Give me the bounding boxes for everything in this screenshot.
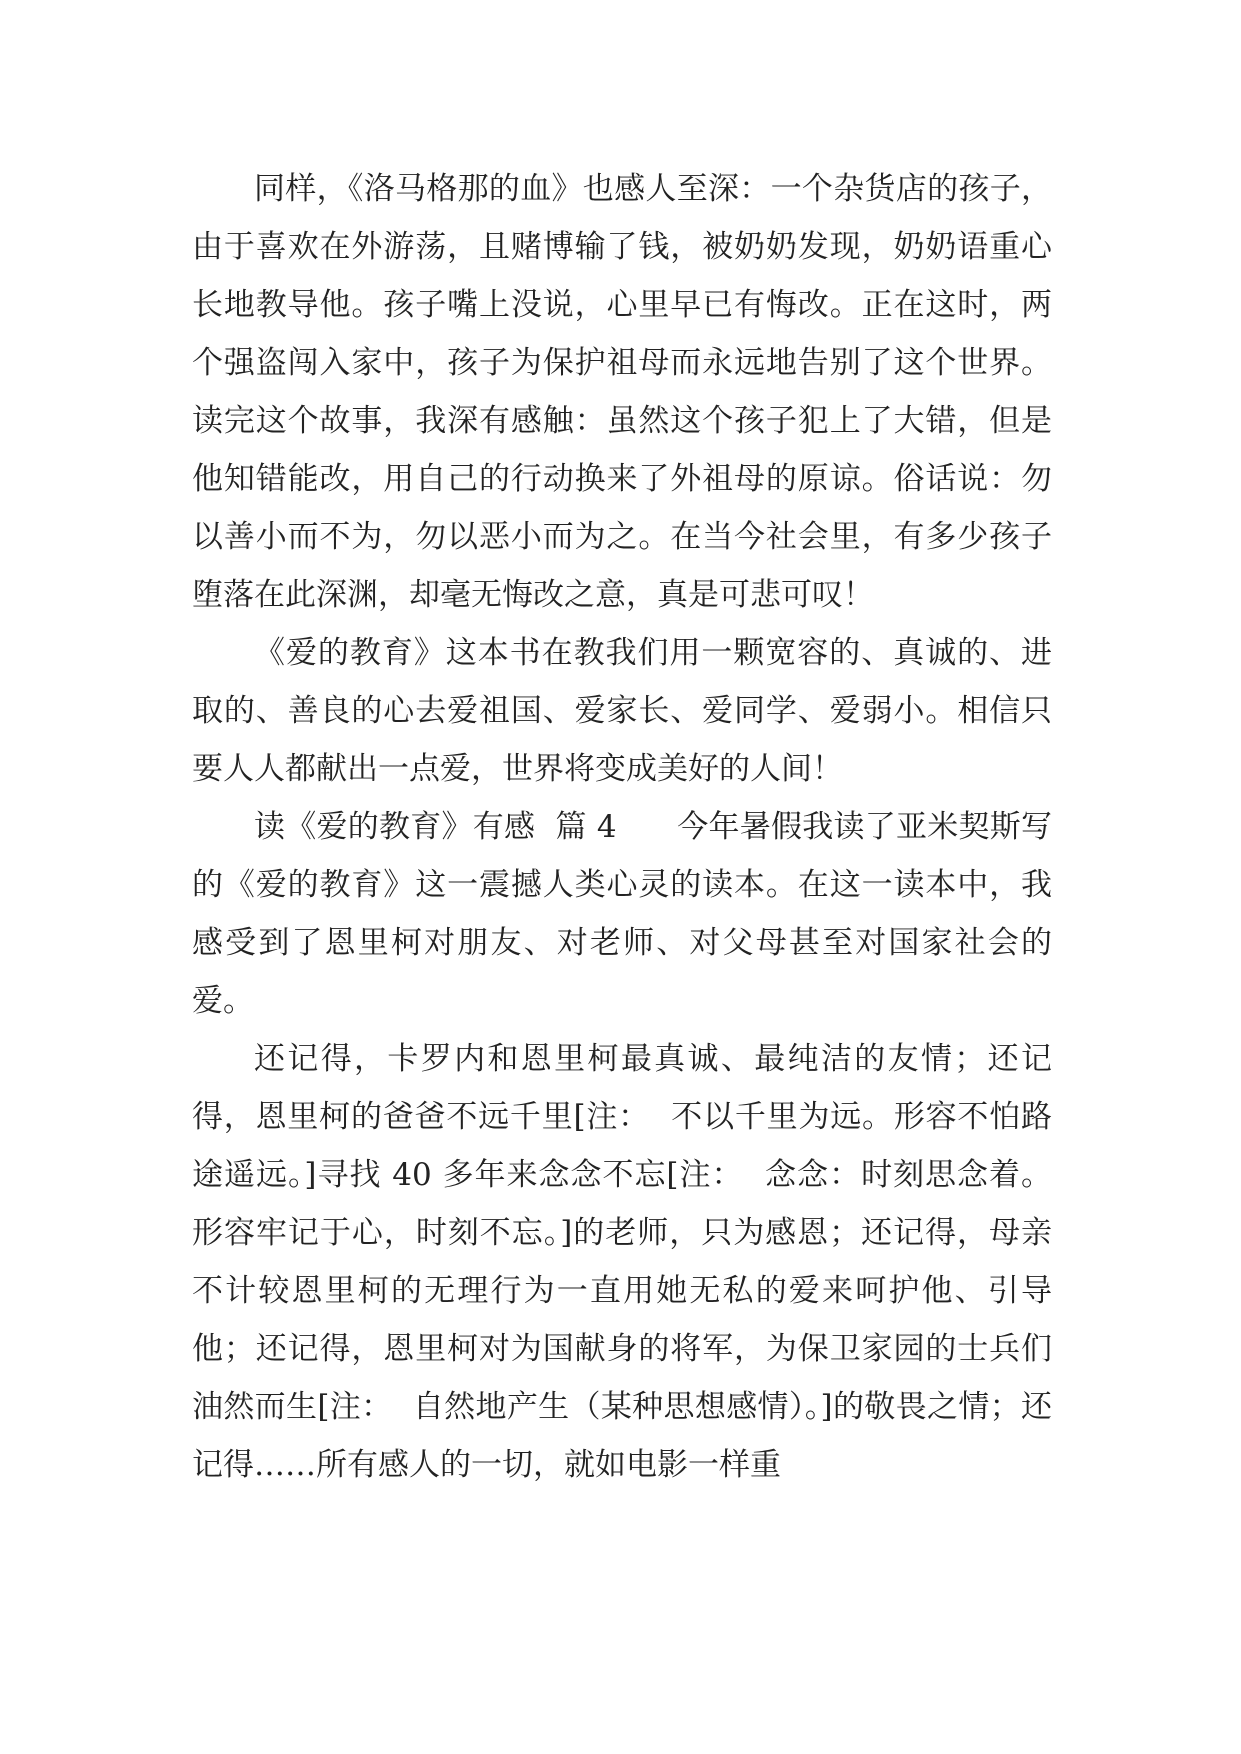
- paragraph-3: 读《爱的教育》有感 篇 4 今年暑假我读了亚米契斯写的《爱的教育》这一震撼人类心灵的读本。在这一读本中，我感受到了恩里柯对朋友、对老师、对父母甚至对国家社会的爱。: [192, 809, 1052, 1019]
- paragraph-1: 同样，《洛马格那的血》也感人至深：一个杂货店的孩子，由于喜欢在外游荡，且赌博输了钱，被奶奶发现，奶奶语重心长地教导他。孩子嘴上没说，心里早已有悔改。正在这时，两个强盗闯入家中，孩子为保护祖母而永远地告别了这个世界。读完这个故事，我深有感触：虽然这个孩子犯上了大错，但是他知错能改，用自己的行动换来了外祖母的原谅。俗话说：勿以善小而不为，勿以恶小而为之。在当今社会里，有多少孩子堕落在此深渊，却毫无悔改之意，真是可悲可叹！: [192, 171, 1052, 613]
- paragraph-2: 《爱的教育》这本书在教我们用一颗宽容的、真诚的、进取的、善良的心去爱祖国、爱家长、爱同学、爱弱小。相信只要人人都献出一点爱，世界将变成美好的人间！: [192, 635, 1052, 787]
- document-body: [192, 160, 1052, 1494]
- paragraph-4: 还记得，卡罗内和恩里柯最真诚、最纯洁的友情；还记得，恩里柯的爸爸不远千里[注： 不以千里为远。形容不怕路途遥远。]寻找 40 多年来念念不忘[注： 念念：时刻思念着。形容牢记于心，时刻不忘。]的老师，只为感恩；还记得，母亲不计较恩里柯的无理行为一直用她无私的爱来呵护他、引导他；还记得，恩里柯对为国献身的将军，为保卫家园的士兵们油然而生[注： 自然地产生（某种思想感情）。]的敬畏之情；还记得……所有感人的一切，就如电影一样重: [192, 1041, 1052, 1483]
